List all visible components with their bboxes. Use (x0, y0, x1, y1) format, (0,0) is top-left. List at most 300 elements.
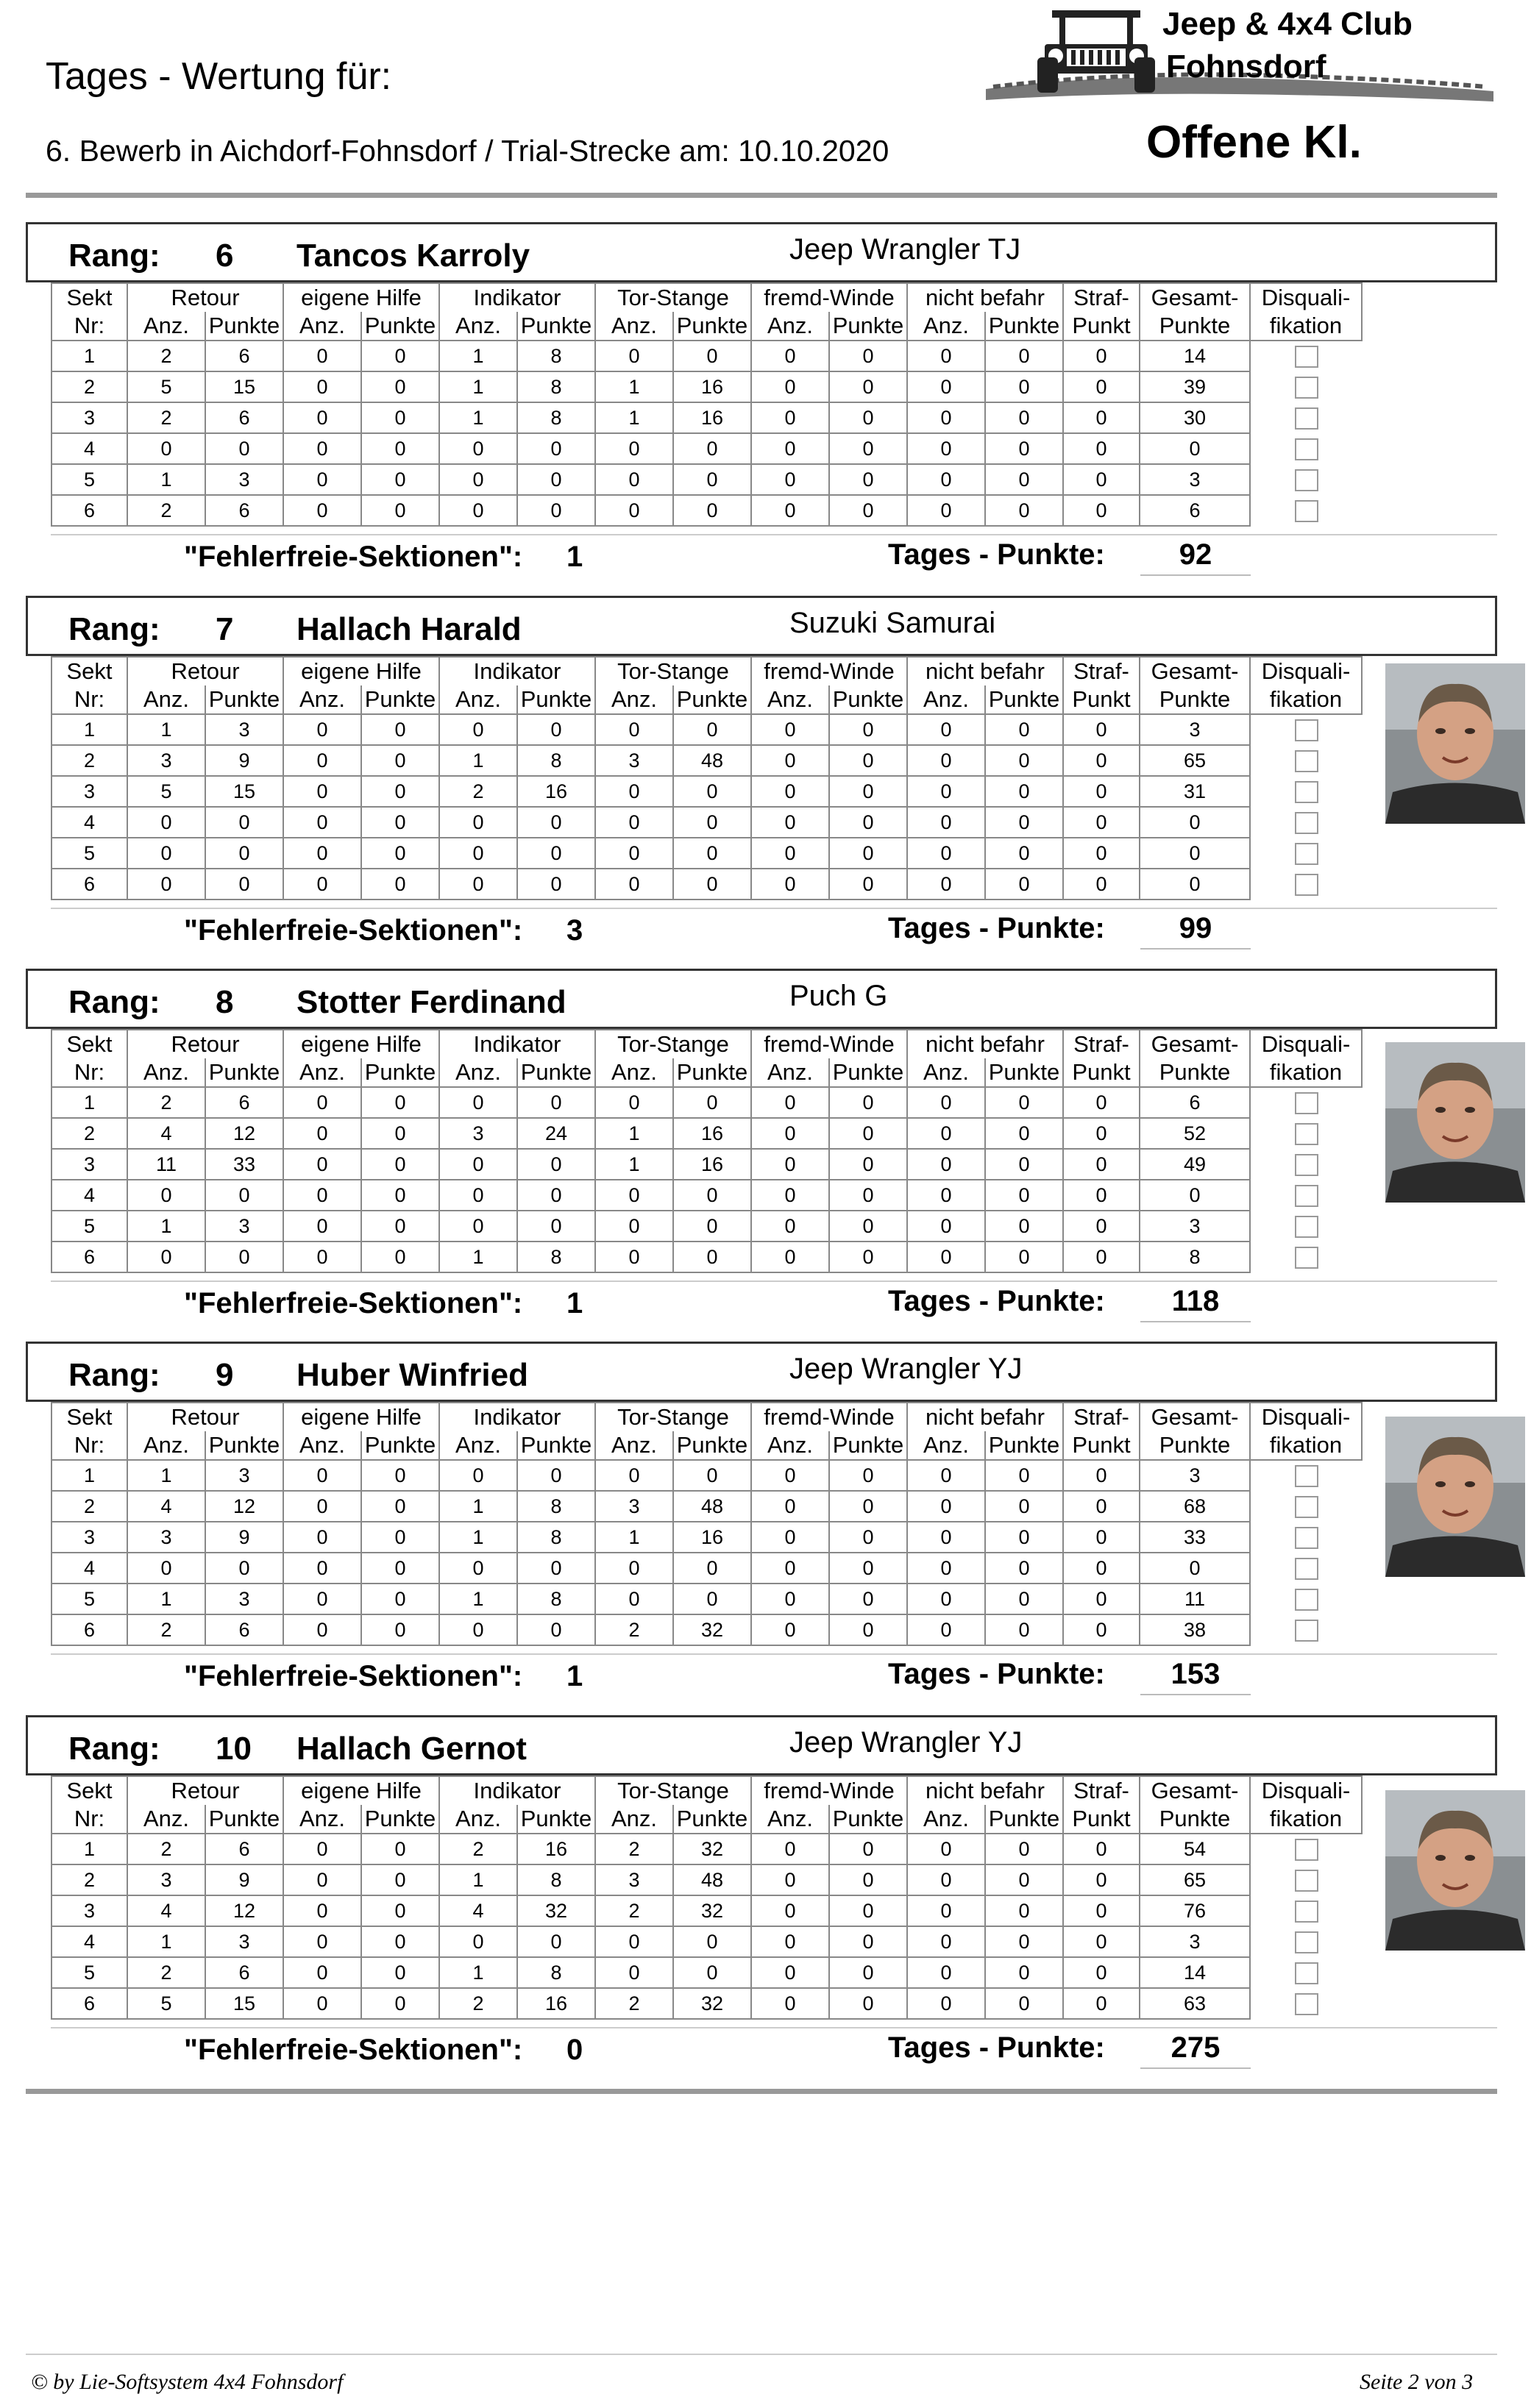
table-cell: 0 (673, 869, 751, 900)
table-cell: 4 (51, 1553, 127, 1584)
table-cell: 0 (829, 464, 907, 495)
column-header: Disquali- (1250, 1030, 1362, 1058)
table-cell: 3 (51, 776, 127, 807)
column-header: Sekt (51, 1030, 127, 1058)
rank-label: Rang: (68, 1731, 160, 1767)
disqualification-checkbox[interactable] (1295, 469, 1318, 491)
table-cell: 0 (595, 869, 673, 900)
table-cell: 0 (1140, 869, 1250, 900)
table-cell: 0 (361, 1087, 439, 1118)
column-subheader: Anz. (907, 1431, 985, 1460)
table-cell: 0 (985, 433, 1063, 464)
disqualification-checkbox[interactable] (1295, 1993, 1318, 2015)
table-cell: 2 (51, 1491, 127, 1522)
disqualification-checkbox[interactable] (1295, 1839, 1318, 1861)
disqualification-checkbox[interactable] (1295, 1247, 1318, 1269)
table-cell: 0 (283, 714, 361, 745)
column-subheader: Punkte (673, 1431, 751, 1460)
table-row (51, 495, 1362, 526)
table-cell: 0 (751, 776, 829, 807)
table-cell: 1 (439, 1242, 517, 1272)
table-cell: 0 (985, 1864, 1063, 1895)
disqualification-checkbox[interactable] (1295, 1496, 1318, 1518)
error-free-count: 1 (566, 541, 583, 573)
column-header: Retour (127, 1030, 283, 1058)
column-header: eigene Hilfe (283, 657, 439, 685)
table-cell: 0 (361, 1614, 439, 1645)
table-cell: 4 (127, 1491, 205, 1522)
error-free-label: "Fehlerfreie-Sektionen": (184, 2034, 523, 2066)
table-cell: 0 (907, 714, 985, 745)
table-cell: 0 (1063, 869, 1140, 900)
column-subheader: Punkte (829, 312, 907, 341)
disqualification-checkbox[interactable] (1295, 750, 1318, 772)
column-subheader: Anz. (283, 1058, 361, 1087)
vehicle-name: Jeep Wrangler YJ (789, 1353, 1023, 1385)
table-cell: 0 (985, 1118, 1063, 1149)
table-row (51, 745, 1362, 776)
table-cell: 0 (829, 1180, 907, 1211)
table-cell: 32 (673, 1834, 751, 1864)
table-cell: 0 (361, 807, 439, 838)
table-row (51, 869, 1362, 900)
table-row (51, 1614, 1362, 1645)
table-cell: 1 (127, 714, 205, 745)
driver-photo (1385, 663, 1525, 824)
column-subheader: Anz. (439, 1058, 517, 1087)
day-points-label: Tages - Punkte: (888, 1285, 1105, 1317)
table-cell: 24 (517, 1118, 595, 1149)
table-cell: 3 (127, 745, 205, 776)
table-cell: 0 (361, 1460, 439, 1491)
table-cell: 8 (517, 1491, 595, 1522)
disqualification-checkbox[interactable] (1295, 1123, 1318, 1145)
column-subheader: Punkte (361, 1431, 439, 1460)
column-subheader: fikation (1250, 685, 1362, 714)
table-cell: 0 (985, 838, 1063, 869)
table-cell: 0 (361, 1834, 439, 1864)
table-cell: 48 (673, 1491, 751, 1522)
table-cell: 0 (361, 776, 439, 807)
table-cell: 0 (361, 495, 439, 526)
disqualification-cell (1250, 495, 1362, 526)
table-cell: 0 (751, 1864, 829, 1895)
table-cell: 1 (439, 1522, 517, 1553)
table-cell: 0 (751, 1614, 829, 1645)
page-title: Tages - Wertung für: (46, 55, 392, 98)
disqualification-checkbox[interactable] (1295, 346, 1318, 368)
table-cell: 0 (283, 1087, 361, 1118)
table-cell: 0 (751, 1926, 829, 1957)
column-subheader: Nr: (51, 1805, 127, 1834)
table-cell: 3 (205, 714, 283, 745)
table-cell: 0 (1063, 1522, 1140, 1553)
column-header: Straf- (1063, 1776, 1140, 1805)
table-cell: 12 (205, 1895, 283, 1926)
table-cell: 12 (205, 1118, 283, 1149)
table-cell: 0 (1140, 807, 1250, 838)
table-cell: 2 (595, 1614, 673, 1645)
table-cell: 2 (127, 1614, 205, 1645)
table-cell: 1 (127, 1460, 205, 1491)
table-cell: 0 (829, 433, 907, 464)
disqualification-checkbox[interactable] (1295, 1558, 1318, 1580)
table-row (51, 1834, 1362, 1864)
table-cell: 0 (907, 1242, 985, 1272)
disqualification-checkbox[interactable] (1295, 719, 1318, 741)
table-cell: 0 (595, 838, 673, 869)
table-cell: 65 (1140, 745, 1250, 776)
day-points-total: 118 (1140, 1285, 1251, 1322)
table-cell: 0 (1063, 402, 1140, 433)
table-cell: 2 (439, 1834, 517, 1864)
footer-page-number: Seite 2 von 3 (1360, 2370, 1474, 2394)
column-header: Gesamt- (1140, 1776, 1250, 1805)
row-separator (51, 1653, 1497, 1655)
table-cell: 0 (1140, 1553, 1250, 1584)
table-cell: 0 (751, 838, 829, 869)
rank-header (26, 1715, 1497, 1775)
disqualification-cell (1250, 1118, 1362, 1149)
table-cell: 0 (907, 1211, 985, 1242)
table-cell: 0 (1063, 1614, 1140, 1645)
table-cell: 0 (595, 1087, 673, 1118)
disqualification-checkbox[interactable] (1295, 438, 1318, 460)
table-cell: 3 (595, 1864, 673, 1895)
column-subheader: Punkte (985, 1431, 1063, 1460)
table-cell: 6 (51, 1242, 127, 1272)
column-header: nicht befahr (907, 283, 1063, 312)
disqualification-cell (1250, 402, 1362, 433)
table-cell: 0 (907, 776, 985, 807)
table-cell: 32 (517, 1895, 595, 1926)
column-header: Straf- (1063, 657, 1140, 685)
table-cell: 31 (1140, 776, 1250, 807)
table-row (51, 1553, 1362, 1584)
table-cell: 0 (751, 1460, 829, 1491)
table-cell: 63 (1140, 1988, 1250, 2019)
table-cell: 2 (127, 1834, 205, 1864)
table-cell: 3 (1140, 464, 1250, 495)
table-cell: 1 (127, 1584, 205, 1614)
column-subheader: Punkte (205, 1805, 283, 1834)
table-cell: 0 (751, 1180, 829, 1211)
table-cell: 0 (751, 1149, 829, 1180)
column-subheader: fikation (1250, 1431, 1362, 1460)
table-cell: 0 (127, 869, 205, 900)
column-subheader: Punkte (829, 1058, 907, 1087)
day-points-total: 99 (1140, 912, 1251, 950)
table-cell: 0 (985, 1087, 1063, 1118)
table-cell: 16 (673, 402, 751, 433)
table-cell: 2 (127, 341, 205, 371)
table-cell: 16 (517, 1834, 595, 1864)
column-subheader: Anz. (283, 312, 361, 341)
table-cell: 8 (517, 402, 595, 433)
table-cell: 0 (517, 495, 595, 526)
table-row (51, 341, 1362, 371)
table-cell: 0 (1063, 1553, 1140, 1584)
table-cell: 0 (595, 464, 673, 495)
table-cell: 0 (283, 1149, 361, 1180)
table-cell: 0 (907, 1087, 985, 1118)
disqualification-checkbox[interactable] (1295, 377, 1318, 399)
table-cell: 49 (1140, 1149, 1250, 1180)
table-cell: 0 (517, 433, 595, 464)
table-cell: 11 (127, 1149, 205, 1180)
table-cell: 8 (1140, 1242, 1250, 1272)
column-subheader: fikation (1250, 312, 1362, 341)
table-cell: 0 (751, 495, 829, 526)
table-cell: 1 (439, 1957, 517, 1988)
column-header: eigene Hilfe (283, 283, 439, 312)
table-cell: 5 (127, 371, 205, 402)
table-cell: 0 (985, 714, 1063, 745)
table-cell: 4 (51, 433, 127, 464)
table-cell: 11 (1140, 1584, 1250, 1614)
table-row (51, 1988, 1362, 2019)
day-points-total: 153 (1140, 1658, 1251, 1695)
table-cell: 0 (361, 1584, 439, 1614)
disqualification-checkbox[interactable] (1295, 1901, 1318, 1923)
disqualification-checkbox[interactable] (1295, 1870, 1318, 1892)
table-cell: 0 (361, 1491, 439, 1522)
column-subheader: Punkt (1063, 1805, 1140, 1834)
column-header: Tor-Stange (595, 1776, 751, 1805)
table-cell: 4 (51, 1926, 127, 1957)
table-cell: 0 (751, 1988, 829, 2019)
table-cell: 2 (51, 371, 127, 402)
disqualification-checkbox[interactable] (1295, 1931, 1318, 1953)
column-subheader: Punkte (205, 1431, 283, 1460)
disqualification-checkbox[interactable] (1295, 1589, 1318, 1611)
table-cell: 16 (673, 371, 751, 402)
column-header: fremd-Winde (751, 1030, 907, 1058)
table-cell: 0 (751, 433, 829, 464)
column-subheader: Anz. (751, 1431, 829, 1460)
table-row (51, 1895, 1362, 1926)
table-cell: 0 (439, 1460, 517, 1491)
table-cell: 0 (751, 1895, 829, 1926)
person-portrait-icon (1385, 1417, 1525, 1577)
table-cell: 0 (361, 341, 439, 371)
column-subheader: Anz. (595, 685, 673, 714)
disqualification-checkbox[interactable] (1295, 1962, 1318, 1984)
table-cell: 0 (829, 1522, 907, 1553)
table-cell: 5 (51, 1211, 127, 1242)
score-table (51, 1402, 1363, 1646)
table-cell: 0 (1063, 1180, 1140, 1211)
disqualification-checkbox[interactable] (1295, 1527, 1318, 1549)
table-cell: 0 (595, 495, 673, 526)
column-header: Retour (127, 1403, 283, 1431)
column-subheader: Punkte (361, 1058, 439, 1087)
disqualification-checkbox[interactable] (1295, 843, 1318, 865)
driver-name: Hallach Gernot (296, 1731, 527, 1767)
disqualification-cell (1250, 1834, 1362, 1864)
table-cell: 1 (51, 714, 127, 745)
table-cell: 0 (1063, 1834, 1140, 1864)
table-row (51, 1149, 1362, 1180)
disqualification-checkbox[interactable] (1295, 781, 1318, 803)
table-cell: 8 (517, 1957, 595, 1988)
result-block (26, 1342, 1497, 1713)
table-cell: 4 (439, 1895, 517, 1926)
column-subheader: Anz. (127, 685, 205, 714)
error-free-count: 3 (566, 914, 583, 947)
column-header: Straf- (1063, 283, 1140, 312)
day-points-label: Tages - Punkte: (888, 2031, 1105, 2064)
table-cell: 0 (907, 464, 985, 495)
table-cell: 0 (907, 1491, 985, 1522)
table-cell: 0 (985, 1614, 1063, 1645)
disqualification-cell (1250, 1553, 1362, 1584)
table-cell: 0 (907, 1180, 985, 1211)
rank-number: 8 (216, 984, 234, 1020)
disqualification-checkbox[interactable] (1295, 812, 1318, 834)
table-cell: 0 (595, 1926, 673, 1957)
table-cell: 0 (517, 714, 595, 745)
table-cell: 39 (1140, 371, 1250, 402)
disqualification-checkbox[interactable] (1295, 1092, 1318, 1114)
column-subheader: Anz. (439, 1431, 517, 1460)
table-cell: 0 (907, 1988, 985, 2019)
disqualification-cell (1250, 1926, 1362, 1957)
table-cell: 0 (205, 1180, 283, 1211)
table-cell: 0 (829, 1584, 907, 1614)
table-cell: 0 (751, 745, 829, 776)
table-cell: 0 (985, 1957, 1063, 1988)
table-cell: 6 (205, 495, 283, 526)
table-cell: 0 (907, 433, 985, 464)
table-cell: 0 (829, 1491, 907, 1522)
column-header: Tor-Stange (595, 1030, 751, 1058)
table-cell: 0 (829, 869, 907, 900)
table-cell: 0 (283, 1834, 361, 1864)
table-cell: 3 (127, 1522, 205, 1553)
disqualification-checkbox[interactable] (1295, 1620, 1318, 1642)
rank-number: 9 (216, 1357, 234, 1393)
table-cell: 5 (127, 776, 205, 807)
column-subheader: Punkte (673, 1058, 751, 1087)
table-cell: 1 (51, 1460, 127, 1491)
table-cell: 6 (205, 402, 283, 433)
column-subheader: Punkte (361, 312, 439, 341)
result-block (26, 1715, 1497, 2087)
column-header: Retour (127, 1776, 283, 1805)
table-cell: 5 (51, 1584, 127, 1614)
table-cell: 0 (829, 341, 907, 371)
table-cell: 0 (829, 1926, 907, 1957)
table-cell: 0 (361, 433, 439, 464)
column-subheader: Anz. (595, 1805, 673, 1834)
column-header: Disquali- (1250, 657, 1362, 685)
table-cell: 0 (361, 1957, 439, 1988)
table-cell: 2 (595, 1834, 673, 1864)
table-cell: 0 (283, 838, 361, 869)
disqualification-checkbox[interactable] (1295, 1185, 1318, 1207)
column-header: Tor-Stange (595, 283, 751, 312)
table-cell: 0 (751, 1553, 829, 1584)
table-cell: 8 (517, 341, 595, 371)
table-cell: 1 (127, 464, 205, 495)
disqualification-cell (1250, 1895, 1362, 1926)
rank-number: 6 (216, 238, 234, 274)
error-free-count: 0 (566, 2034, 583, 2066)
table-cell: 0 (751, 1087, 829, 1118)
table-cell: 0 (829, 776, 907, 807)
column-header: Gesamt- (1140, 283, 1250, 312)
table-cell: 0 (283, 1522, 361, 1553)
column-subheader: Nr: (51, 1058, 127, 1087)
table-cell: 0 (283, 807, 361, 838)
table-cell: 3 (205, 1460, 283, 1491)
column-header: eigene Hilfe (283, 1030, 439, 1058)
rank-number: 7 (216, 611, 234, 647)
table-cell: 3 (51, 1895, 127, 1926)
disqualification-checkbox[interactable] (1295, 1465, 1318, 1487)
table-cell: 1 (595, 402, 673, 433)
column-subheader: Anz. (907, 1805, 985, 1834)
column-subheader: Punkte (517, 1058, 595, 1087)
column-subheader: Anz. (127, 312, 205, 341)
score-table (51, 1029, 1363, 1273)
column-header: Indikator (439, 1030, 595, 1058)
table-cell: 9 (205, 1522, 283, 1553)
vehicle-name: Puch G (789, 980, 888, 1012)
table-cell: 6 (1140, 1087, 1250, 1118)
table-cell: 0 (673, 1926, 751, 1957)
table-cell: 9 (205, 745, 283, 776)
column-header: Straf- (1063, 1030, 1140, 1058)
table-cell: 0 (1063, 1988, 1140, 2019)
table-cell: 0 (439, 1087, 517, 1118)
table-cell: 30 (1140, 402, 1250, 433)
table-row (51, 402, 1362, 433)
table-cell: 0 (985, 495, 1063, 526)
table-cell: 0 (751, 464, 829, 495)
table-cell: 0 (205, 1242, 283, 1272)
column-header: Indikator (439, 1776, 595, 1805)
table-cell: 33 (1140, 1522, 1250, 1553)
disqualification-checkbox[interactable] (1295, 874, 1318, 896)
table-cell: 0 (361, 1864, 439, 1895)
table-cell: 0 (829, 1988, 907, 2019)
table-cell: 6 (51, 869, 127, 900)
table-cell: 0 (1063, 1087, 1140, 1118)
table-cell: 8 (517, 745, 595, 776)
table-cell: 6 (205, 1087, 283, 1118)
table-row (51, 1118, 1362, 1149)
disqualification-cell (1250, 776, 1362, 807)
column-header: Indikator (439, 283, 595, 312)
disqualification-checkbox[interactable] (1295, 500, 1318, 522)
table-cell: 3 (439, 1118, 517, 1149)
table-cell: 0 (127, 1553, 205, 1584)
result-block (26, 969, 1497, 1340)
disqualification-checkbox[interactable] (1295, 1154, 1318, 1176)
table-cell: 0 (361, 714, 439, 745)
table-cell: 1 (439, 371, 517, 402)
column-subheader: Anz. (439, 685, 517, 714)
table-cell: 0 (361, 1118, 439, 1149)
driver-name: Huber Winfried (296, 1357, 528, 1393)
table-cell: 1 (439, 341, 517, 371)
rank-header (26, 1342, 1497, 1402)
disqualification-checkbox[interactable] (1295, 1216, 1318, 1238)
table-cell: 0 (751, 402, 829, 433)
disqualification-checkbox[interactable] (1295, 407, 1318, 430)
